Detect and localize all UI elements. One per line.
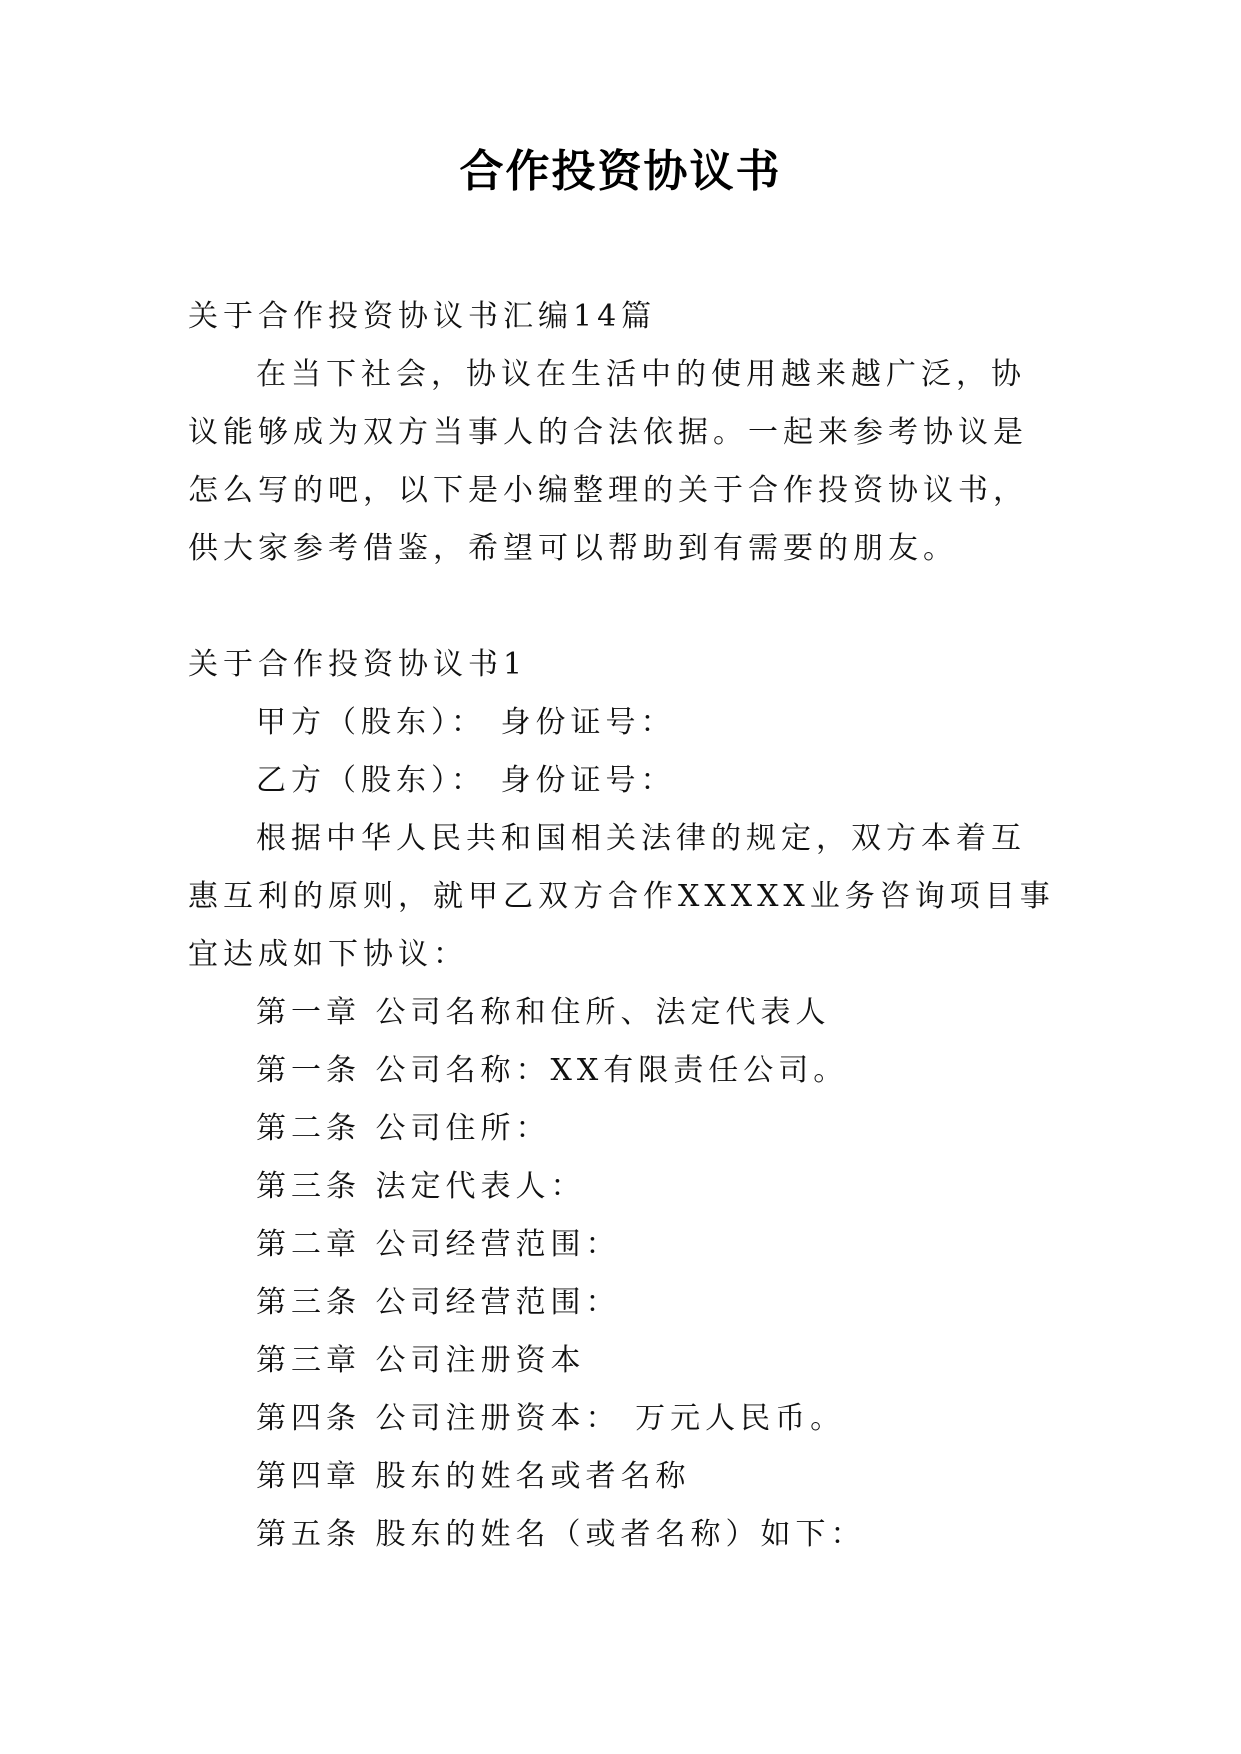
party-b-line: 乙方（股东）： 身份证号： [256,763,676,798]
party-a-line: 甲方（股东）： 身份证号： [256,705,676,740]
chapter-2-line: 第二章 公司经营范围： [256,1227,621,1262]
article-3-line: 第三条 法定代表人： [256,1169,586,1204]
article-2-line: 第二条 公司住所： [256,1111,551,1146]
chapter-1-line: 第一章 公司名称和住所、法定代表人 [256,995,831,1030]
section-heading: 关于合作投资协议书1 [188,647,528,682]
preamble-paragraph: 根据中华人民共和国相关法律的规定，双方本着互惠互利的原则，就甲乙双方合作XXXXX业务咨询项目事宜达成如下协议： [188,821,1055,972]
article-5-line: 第五条 股东的姓名（或者名称）如下： [256,1517,866,1552]
chapter-4-line: 第四章 股东的姓名或者名称 [256,1459,691,1494]
article-3b-line: 第三条 公司经营范围： [256,1285,621,1320]
article-1-line: 第一条 公司名称：XX有限责任公司。 [256,1053,849,1088]
chapter-3-line: 第三章 公司注册资本 [256,1343,586,1378]
paragraph-spacer [188,578,1058,636]
document-title: 合作投资协议书 [459,146,782,197]
intro-heading: 关于合作投资协议书汇编14篇 [188,299,657,334]
document-body [188,288,1058,1564]
article-4-line: 第四条 公司注册资本： 万元人民币。 [256,1401,846,1436]
intro-paragraph: 在当下社会，协议在生活中的使用越来越广泛，协议能够成为双方当事人的合法依据。一起来参考协议是怎么写的吧，以下是小编整理的关于合作投资协议书，供大家参考借鉴，希望可以帮助到有需要的朋友。 [188,357,1028,566]
